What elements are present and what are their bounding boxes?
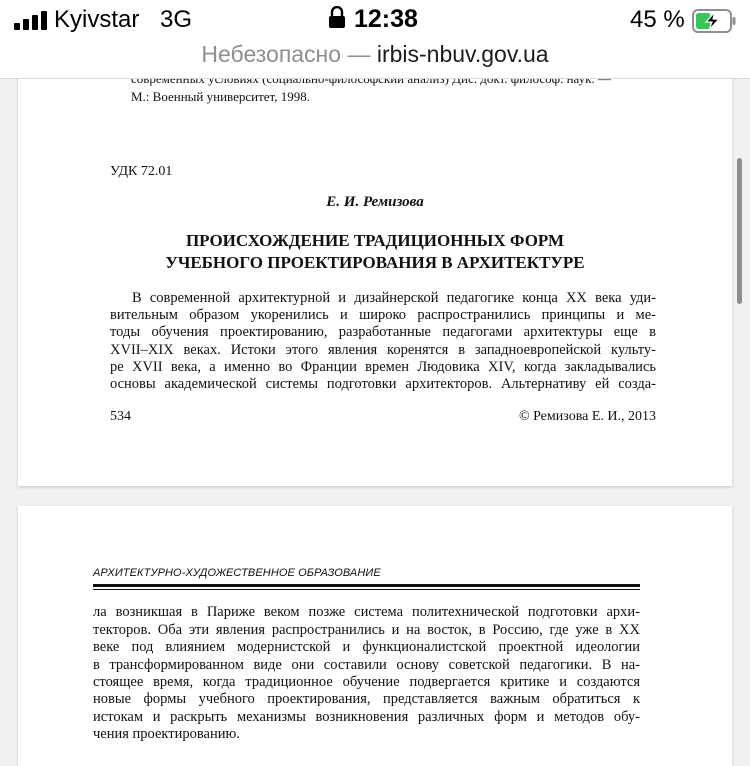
network-type: 3G [160, 6, 193, 33]
copyright-notice: © Ремизова Е. И., 2013 [518, 409, 656, 424]
body-text-line: ре XVII века, а именно во Франции времен Людовика XIV, когда закладывались [110, 359, 656, 375]
address-bar[interactable] [0, 40, 750, 79]
body-text-line: XVII–XIX веках. Истоки этого явления коренятся в западноевропейской культу- [110, 342, 656, 358]
not-secure-label: Небезопасно [201, 41, 342, 67]
udk-code: УДК 72.01 [110, 164, 173, 179]
running-header: АРХИТЕКТУРНО-ХУДОЖЕСТВЕННОЕ ОБРАЗОВАНИЕ [93, 567, 381, 579]
article-title-line: ПРОИСХОЖДЕНИЕ ТРАДИЦИОННЫХ ФОРМ [185, 231, 565, 250]
vertical-scrollbar[interactable] [737, 158, 742, 304]
clock: 12:38 [354, 5, 418, 33]
body-text-line: новые формы учебного проектирования, представляется важным обратиться к [93, 691, 640, 707]
body-text-line: текторов. Оба эти явления распространились и на восток, в Россию, где уже в XX [93, 622, 640, 638]
header-rule [93, 589, 640, 590]
lock-icon [328, 6, 346, 28]
url-host: irbis-nbuv.gov.ua [376, 41, 549, 67]
body-text-line: истокам и раскрыть механизмы возникновения различных форм и методов обу- [93, 709, 640, 725]
page-number: 534 [110, 409, 131, 424]
body-text-line: ла возникшая в Париже веком позже система политехнической подготовки архи- [93, 604, 640, 620]
body-text-line: веке под влиянием модернистской и функционалистской проектной идеологии [93, 639, 640, 655]
body-text-line: стоящее время, когда традиционное обучение подвергается критике и создаются [93, 674, 640, 690]
body-text-line: чения проектированию. [93, 726, 240, 742]
reference-line: М.: Военный университет, 1998. [131, 89, 311, 104]
body-text-line: В современной архитектурной и дизайнерской педагогике конца XX века уди- [132, 290, 656, 306]
battery-percent: 45 % [630, 6, 685, 33]
body-text-line: в трансформированном виде они составили основу советской педагогики. В на- [93, 657, 640, 673]
document-page-534 [18, 30, 732, 486]
status-bar [0, 0, 750, 40]
url-separator: — [341, 41, 377, 67]
body-text-line: основы академической системы подготовки архитекторов. Альтернативу ей созда- [110, 376, 656, 392]
url-display[interactable] [0, 41, 750, 68]
article-title-line: УЧЕБНОГО ПРОЕКТИРОВАНИЯ В АРХИТЕКТУРЕ [165, 253, 585, 272]
article-author: Е. И. Ремизова [326, 194, 424, 210]
header-rule [93, 584, 640, 587]
carrier-name: Kyivstar [54, 6, 140, 33]
body-text-line: тоды обучения проектированию, разработанные педагогами архитектуры еще в [110, 324, 656, 340]
signal-bars-icon [14, 10, 48, 30]
battery-charging-icon [692, 9, 736, 33]
document-page-535 [18, 506, 732, 766]
body-text-line: вительным образом укоренились и широко распространились принципы и ме- [110, 307, 656, 323]
